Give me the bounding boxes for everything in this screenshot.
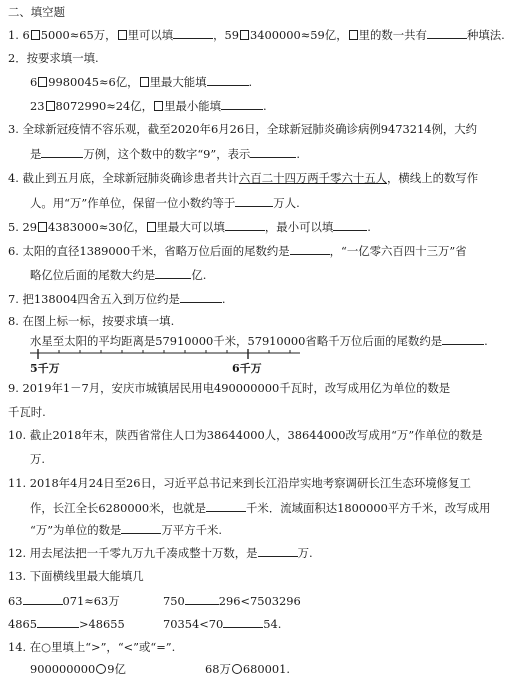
answer-blank[interactable]: [155, 267, 191, 279]
box-icon: [46, 101, 55, 111]
box-icon: [240, 30, 249, 40]
box-icon: [349, 30, 358, 40]
answer-blank[interactable]: [207, 74, 249, 86]
question-13-row-1: 63 071≈63万: [8, 594, 120, 608]
box-icon: [140, 77, 149, 87]
answer-blank[interactable]: [221, 98, 263, 110]
answer-blank[interactable]: [290, 243, 330, 255]
question-8-line-2: 水星至太阳的平均距离是57910000千米，57910000省略千万位后面的尾数约是 .: [30, 334, 488, 348]
compare-circle-icon[interactable]: [96, 664, 106, 674]
question-13-row-1b: 750 296<7503296: [163, 594, 301, 608]
answer-blank[interactable]: [225, 219, 265, 231]
answer-blank[interactable]: [442, 333, 484, 345]
question-6-line-1: 6. 太阳的直径1389000千米，省略万位后面的尾数约是 ，“一亿零六百四十三万”省: [8, 244, 467, 258]
question-4-line-2: 人。用“万”作单位，保留一位小数约等于 万人.: [30, 196, 300, 210]
answer-blank[interactable]: [41, 146, 83, 158]
question-2-title: 2．按要求填一填.: [8, 51, 99, 65]
question-11-line-1: 11. 2018年4月24日至26日，习近平总书记来到长江沿岸实地考察调研长江生态环境修复工: [8, 476, 471, 490]
box-icon: [147, 222, 156, 232]
question-11-line-2: 作，长江全长6280000米，也就是 千米．流域面积达1800000平方千米，改写成用: [30, 501, 491, 515]
answer-blank[interactable]: [333, 219, 367, 231]
box-icon: [154, 101, 163, 111]
box-icon: [38, 222, 47, 232]
question-10-line-2: 万.: [30, 452, 46, 466]
answer-blank[interactable]: [427, 27, 467, 39]
answer-blank[interactable]: [180, 291, 222, 303]
question-8-title: 8. 在图上标一标，按要求填一填.: [8, 314, 175, 328]
question-14-item-1: 900000000 9亿: [30, 662, 126, 676]
question-13-row-2: 4865 >48655: [8, 617, 125, 631]
question-5: 5. 29 4383000≈30亿， 里最大可以填 ，最小可以填 .: [8, 220, 371, 234]
question-3-line-2: 是 万例，这个数中的数字“9”，表示 .: [30, 147, 301, 161]
question-3-line-1: 3. 全球新冠疫情不容乐观，截至2020年6月26日，全球新冠肺炎确诊病例9473214例，大约: [8, 122, 478, 136]
answer-blank[interactable]: [185, 593, 219, 605]
answer-blank[interactable]: [23, 593, 63, 605]
question-14-title: 14. 在○里填上“>”，“<”或“=”.: [8, 640, 176, 654]
compare-circle-icon[interactable]: [232, 664, 242, 674]
section-title: 二、填空题: [8, 5, 65, 19]
answer-blank[interactable]: [173, 27, 213, 39]
question-2-line-1: 6 9980045≈6亿， 里最大能填 .: [30, 75, 253, 89]
box-icon: [118, 30, 127, 40]
question-14-item-2: 68万 680001.: [205, 662, 290, 676]
answer-blank[interactable]: [223, 616, 263, 628]
answer-blank[interactable]: [250, 146, 296, 158]
number-line-right-label: 6千万: [232, 362, 262, 375]
question-4-line-1: 4. 截止到五月底，全球新冠肺炎确诊患者共计六百二十四万两千零六十五人，横线上的数写作: [8, 171, 479, 185]
question-9-line-2: 千瓦时.: [8, 405, 46, 419]
answer-blank[interactable]: [206, 500, 246, 512]
question-7: 7. 把138004四舍五入到万位约是 .: [8, 292, 226, 306]
question-13-row-2b: 70354<70 54.: [163, 617, 282, 631]
answer-blank[interactable]: [235, 195, 273, 207]
question-11-line-3: “万”为单位的数是 万平方千米.: [30, 523, 222, 537]
answer-blank[interactable]: [37, 616, 79, 628]
question-2-line-2: 23 8072990≈24亿， 里最小能填 .: [30, 99, 267, 113]
box-icon: [31, 30, 40, 40]
question-12: 12. 用去尾法把一千零九万九千凑成整十万数，是 万.: [8, 546, 313, 560]
question-1: 1. 6 5000≈65万， 里可以填 ，59 3400000≈59亿， 里的数一共有 种填法.: [8, 28, 505, 42]
question-6-line-2: 略亿位后面的尾数大约是 亿.: [30, 268, 207, 282]
box-icon: [38, 77, 47, 87]
question-10-line-1: 10. 截止2018年末，陕西省常住人口为38644000人，38644000改写成用“万”作单位的数是: [8, 428, 483, 442]
number-line-left-label: 5千万: [30, 362, 60, 375]
question-13-title: 13. 下面横线里最大能填几: [8, 569, 144, 583]
question-9-line-1: 9. 2019年1－7月，安庆市城镇居民用电490000000千瓦时，改写成用亿为单位的数是: [8, 381, 451, 395]
answer-blank[interactable]: [258, 545, 298, 557]
answer-blank[interactable]: [121, 522, 161, 534]
